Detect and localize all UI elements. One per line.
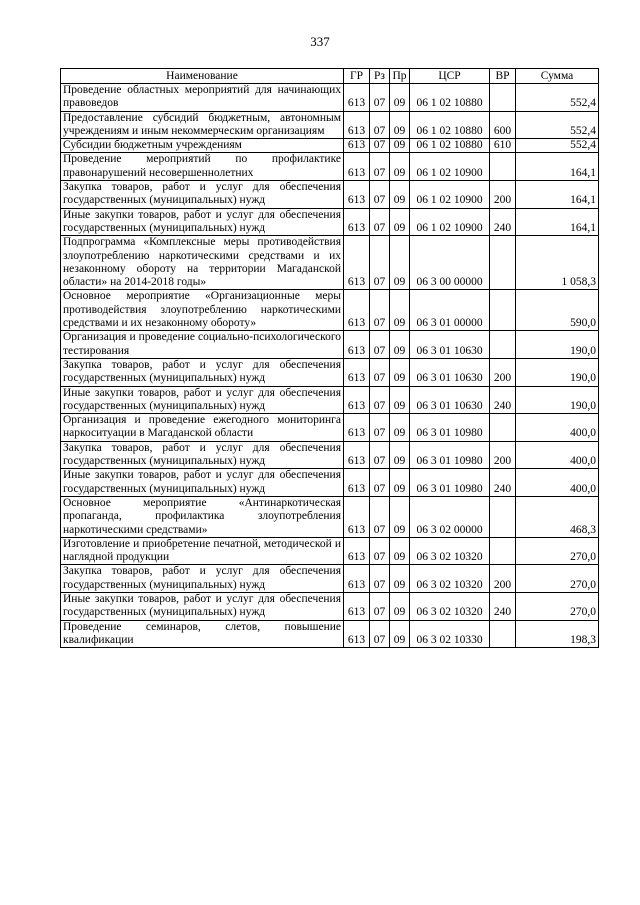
row-vr-cell bbox=[490, 331, 516, 359]
row-rz-cell: 07 bbox=[370, 153, 390, 181]
row-csr-cell: 06 1 02 10900 bbox=[410, 208, 490, 236]
row-name-cell: Изготовление и приобретение печатной, методической и наглядной продукции bbox=[61, 537, 344, 565]
row-sum-cell: 164,1 bbox=[516, 208, 599, 236]
row-vr-cell: 600 bbox=[490, 111, 516, 139]
row-gr-cell: 613 bbox=[344, 153, 370, 181]
header-csr: ЦСР bbox=[410, 69, 490, 84]
row-csr-cell: 06 1 02 10880 bbox=[410, 139, 490, 153]
row-gr-cell: 613 bbox=[344, 139, 370, 153]
row-rz-cell: 07 bbox=[370, 592, 390, 620]
table-row bbox=[61, 236, 599, 290]
row-gr-cell: 613 bbox=[344, 181, 370, 209]
row-vr-cell: 240 bbox=[490, 592, 516, 620]
row-vr-cell: 610 bbox=[490, 139, 516, 153]
row-sum-cell: 590,0 bbox=[516, 290, 599, 331]
row-name-cell: Предоставление субсидий бюджетным, автономным учреждениям и иным некоммерческим организациям bbox=[61, 111, 344, 139]
table-row bbox=[61, 331, 599, 359]
row-rz-cell: 07 bbox=[370, 181, 390, 209]
row-sum-cell: 552,4 bbox=[516, 84, 599, 112]
row-gr-cell: 613 bbox=[344, 208, 370, 236]
row-csr-cell: 06 3 00 00000 bbox=[410, 236, 490, 290]
table-row bbox=[61, 208, 599, 236]
row-vr-cell: 240 bbox=[490, 469, 516, 497]
row-gr-cell: 613 bbox=[344, 565, 370, 593]
row-vr-cell: 240 bbox=[490, 386, 516, 414]
table-row bbox=[61, 565, 599, 593]
row-name-cell: Закупка товаров, работ и услуг для обеспечения государственных (муниципальных) нужд bbox=[61, 441, 344, 469]
header-name: Наименование bbox=[61, 69, 344, 84]
table-body bbox=[61, 84, 599, 648]
row-pr-cell: 09 bbox=[390, 565, 410, 593]
row-csr-cell: 06 1 02 10880 bbox=[410, 111, 490, 139]
row-vr-cell: 200 bbox=[490, 181, 516, 209]
table-row bbox=[61, 537, 599, 565]
row-rz-cell: 07 bbox=[370, 111, 390, 139]
table-header-row bbox=[61, 69, 599, 84]
header-rz: Рз bbox=[370, 69, 390, 84]
row-rz-cell: 07 bbox=[370, 620, 390, 648]
row-name-cell: Проведение семинаров, слетов, повышение квалификации bbox=[61, 620, 344, 648]
row-name-cell: Основное мероприятие «Антинаркотическая пропаганда, профилактика злоупотребления наркотическими средствами» bbox=[61, 496, 344, 537]
row-gr-cell: 613 bbox=[344, 386, 370, 414]
row-name-cell: Иные закупки товаров, работ и услуг для обеспечения государственных (муниципальных) нужд bbox=[61, 208, 344, 236]
row-sum-cell: 400,0 bbox=[516, 469, 599, 497]
row-sum-cell: 190,0 bbox=[516, 358, 599, 386]
row-sum-cell: 400,0 bbox=[516, 414, 599, 442]
table-row bbox=[61, 139, 599, 153]
row-pr-cell: 09 bbox=[390, 358, 410, 386]
row-rz-cell: 07 bbox=[370, 565, 390, 593]
table-row bbox=[61, 153, 599, 181]
row-vr-cell: 200 bbox=[490, 441, 516, 469]
row-pr-cell: 09 bbox=[390, 153, 410, 181]
budget-table bbox=[60, 68, 599, 648]
row-name-cell: Закупка товаров, работ и услуг для обеспечения государственных (муниципальных) нужд bbox=[61, 358, 344, 386]
row-rz-cell: 07 bbox=[370, 386, 390, 414]
row-csr-cell: 06 3 01 10980 bbox=[410, 414, 490, 442]
row-pr-cell: 09 bbox=[390, 236, 410, 290]
row-name-cell: Организация и проведение ежегодного мониторинга наркоситуации в Магаданской области bbox=[61, 414, 344, 442]
row-vr-cell bbox=[490, 496, 516, 537]
row-sum-cell: 270,0 bbox=[516, 537, 599, 565]
row-rz-cell: 07 bbox=[370, 84, 390, 112]
row-sum-cell: 270,0 bbox=[516, 565, 599, 593]
row-pr-cell: 09 bbox=[390, 290, 410, 331]
row-csr-cell: 06 3 01 00000 bbox=[410, 290, 490, 331]
row-vr-cell bbox=[490, 84, 516, 112]
header-sum: Сумма bbox=[516, 69, 599, 84]
row-pr-cell: 09 bbox=[390, 414, 410, 442]
row-pr-cell: 09 bbox=[390, 469, 410, 497]
row-csr-cell: 06 3 01 10630 bbox=[410, 386, 490, 414]
header-gr: ГР bbox=[344, 69, 370, 84]
table-row bbox=[61, 84, 599, 112]
table-row bbox=[61, 181, 599, 209]
row-gr-cell: 613 bbox=[344, 469, 370, 497]
row-vr-cell: 200 bbox=[490, 358, 516, 386]
row-sum-cell: 1 058,3 bbox=[516, 236, 599, 290]
header-vr: ВР bbox=[490, 69, 516, 84]
row-name-cell: Организация и проведение социально-психологического тестирования bbox=[61, 331, 344, 359]
table-row bbox=[61, 441, 599, 469]
row-vr-cell: 240 bbox=[490, 208, 516, 236]
row-vr-cell bbox=[490, 537, 516, 565]
row-csr-cell: 06 3 01 10980 bbox=[410, 469, 490, 497]
table-row bbox=[61, 358, 599, 386]
table-row bbox=[61, 496, 599, 537]
row-gr-cell: 613 bbox=[344, 358, 370, 386]
row-gr-cell: 613 bbox=[344, 537, 370, 565]
row-gr-cell: 613 bbox=[344, 236, 370, 290]
table-row bbox=[61, 111, 599, 139]
row-rz-cell: 07 bbox=[370, 469, 390, 497]
row-csr-cell: 06 3 02 10330 bbox=[410, 620, 490, 648]
row-csr-cell: 06 1 02 10900 bbox=[410, 153, 490, 181]
row-sum-cell: 190,0 bbox=[516, 331, 599, 359]
row-sum-cell: 552,4 bbox=[516, 111, 599, 139]
row-pr-cell: 09 bbox=[390, 537, 410, 565]
row-name-cell: Подпрограмма «Комплексные меры противодействия злоупотреблению наркотическими средствами и их незаконному обороту на территории Магаданской области» на 2014-2018 годы» bbox=[61, 236, 344, 290]
row-vr-cell bbox=[490, 620, 516, 648]
table-row bbox=[61, 386, 599, 414]
row-sum-cell: 552,4 bbox=[516, 139, 599, 153]
row-vr-cell: 200 bbox=[490, 565, 516, 593]
row-csr-cell: 06 3 01 10630 bbox=[410, 331, 490, 359]
row-rz-cell: 07 bbox=[370, 236, 390, 290]
row-gr-cell: 613 bbox=[344, 414, 370, 442]
table-row bbox=[61, 620, 599, 648]
row-gr-cell: 613 bbox=[344, 441, 370, 469]
row-rz-cell: 07 bbox=[370, 414, 390, 442]
row-sum-cell: 164,1 bbox=[516, 153, 599, 181]
table-row bbox=[61, 592, 599, 620]
row-name-cell: Иные закупки товаров, работ и услуг для обеспечения государственных (муниципальных) нужд bbox=[61, 592, 344, 620]
row-sum-cell: 400,0 bbox=[516, 441, 599, 469]
row-csr-cell: 06 3 02 10320 bbox=[410, 592, 490, 620]
row-pr-cell: 09 bbox=[390, 441, 410, 469]
row-pr-cell: 09 bbox=[390, 181, 410, 209]
row-rz-cell: 07 bbox=[370, 537, 390, 565]
row-rz-cell: 07 bbox=[370, 208, 390, 236]
row-gr-cell: 613 bbox=[344, 620, 370, 648]
row-pr-cell: 09 bbox=[390, 208, 410, 236]
row-csr-cell: 06 1 02 10900 bbox=[410, 181, 490, 209]
row-gr-cell: 613 bbox=[344, 331, 370, 359]
row-sum-cell: 190,0 bbox=[516, 386, 599, 414]
row-gr-cell: 613 bbox=[344, 290, 370, 331]
row-gr-cell: 613 bbox=[344, 84, 370, 112]
row-pr-cell: 09 bbox=[390, 496, 410, 537]
row-pr-cell: 09 bbox=[390, 331, 410, 359]
row-sum-cell: 198,3 bbox=[516, 620, 599, 648]
row-name-cell: Проведение мероприятий по профилактике правонарушений несовершеннолетних bbox=[61, 153, 344, 181]
header-pr: Пр bbox=[390, 69, 410, 84]
page-number: 337 bbox=[310, 34, 330, 49]
row-csr-cell: 06 3 02 10320 bbox=[410, 565, 490, 593]
row-csr-cell: 06 3 01 10980 bbox=[410, 441, 490, 469]
row-csr-cell: 06 3 02 00000 bbox=[410, 496, 490, 537]
row-vr-cell bbox=[490, 153, 516, 181]
row-rz-cell: 07 bbox=[370, 496, 390, 537]
row-pr-cell: 09 bbox=[390, 592, 410, 620]
table-row bbox=[61, 469, 599, 497]
row-name-cell: Иные закупки товаров, работ и услуг для обеспечения государственных (муниципальных) нужд bbox=[61, 469, 344, 497]
row-rz-cell: 07 bbox=[370, 290, 390, 331]
row-name-cell: Закупка товаров, работ и услуг для обеспечения государственных (муниципальных) нужд bbox=[61, 181, 344, 209]
row-name-cell: Субсидии бюджетным учреждениям bbox=[61, 139, 344, 153]
row-vr-cell bbox=[490, 236, 516, 290]
row-gr-cell: 613 bbox=[344, 496, 370, 537]
row-name-cell: Основное мероприятие «Организационные меры противодействия злоупотреблению наркотическими средствами и их незаконному обороту» bbox=[61, 290, 344, 331]
row-gr-cell: 613 bbox=[344, 592, 370, 620]
row-sum-cell: 270,0 bbox=[516, 592, 599, 620]
row-rz-cell: 07 bbox=[370, 139, 390, 153]
row-gr-cell: 613 bbox=[344, 111, 370, 139]
row-csr-cell: 06 3 01 10630 bbox=[410, 358, 490, 386]
row-name-cell: Проведение областных мероприятий для начинающих правоведов bbox=[61, 84, 344, 112]
row-pr-cell: 09 bbox=[390, 386, 410, 414]
row-pr-cell: 09 bbox=[390, 111, 410, 139]
row-pr-cell: 09 bbox=[390, 139, 410, 153]
row-csr-cell: 06 3 02 10320 bbox=[410, 537, 490, 565]
row-rz-cell: 07 bbox=[370, 358, 390, 386]
row-rz-cell: 07 bbox=[370, 441, 390, 469]
table-row bbox=[61, 290, 599, 331]
row-vr-cell bbox=[490, 414, 516, 442]
row-sum-cell: 164,1 bbox=[516, 181, 599, 209]
row-name-cell: Иные закупки товаров, работ и услуг для обеспечения государственных (муниципальных) нужд bbox=[61, 386, 344, 414]
row-pr-cell: 09 bbox=[390, 84, 410, 112]
table-row bbox=[61, 414, 599, 442]
row-sum-cell: 468,3 bbox=[516, 496, 599, 537]
row-pr-cell: 09 bbox=[390, 620, 410, 648]
row-name-cell: Закупка товаров, работ и услуг для обеспечения государственных (муниципальных) нужд bbox=[61, 565, 344, 593]
row-vr-cell bbox=[490, 290, 516, 331]
row-rz-cell: 07 bbox=[370, 331, 390, 359]
row-csr-cell: 06 1 02 10880 bbox=[410, 84, 490, 112]
